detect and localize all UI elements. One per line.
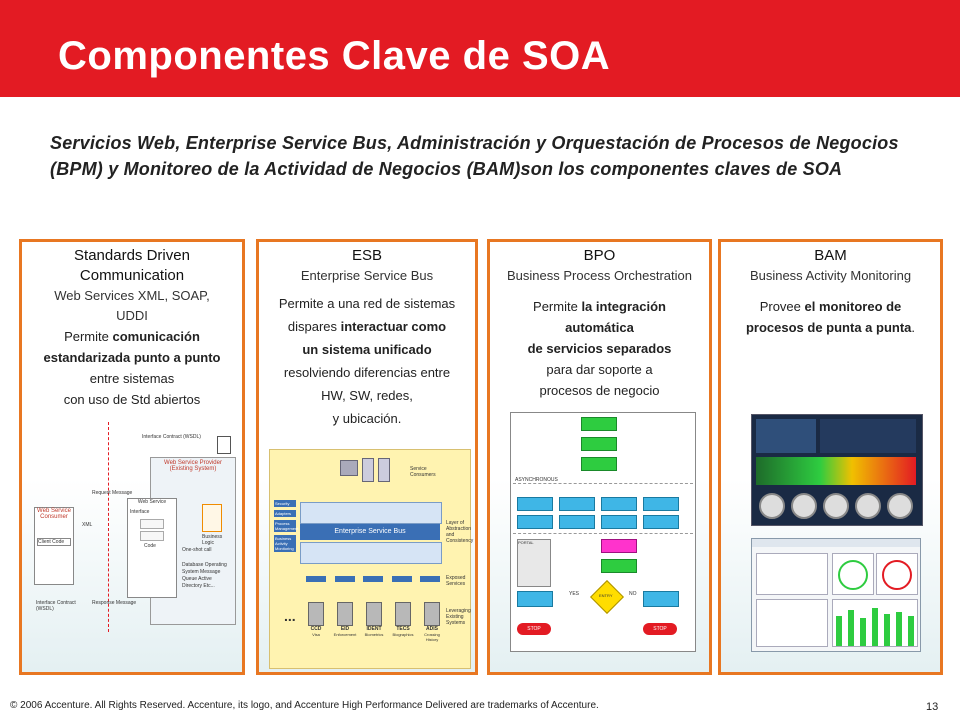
panel-desc-line3: de servicios separados: [527, 341, 672, 356]
portal-box: PORTAL: [517, 539, 551, 587]
services-row: [306, 576, 440, 586]
footer-copyright: © 2006 Accenture. All Rights Reserved. Accenture, its logo, and Accenture High Performance Delivered are trademarks of Accenture.: [10, 700, 599, 711]
db-list: Database Operating System Message Queue Active Directory Etc...: [182, 562, 227, 589]
exposed-label: Exposed Services: [446, 575, 466, 587]
consumer-box: Web Service Consumer Client Code: [34, 507, 74, 585]
panel-desc-line1: Permite la integración: [533, 299, 666, 314]
one-shot-label: One-shot call: [182, 547, 212, 553]
panel-desc-line3: un sistema unificado: [302, 342, 432, 357]
provider-box: Web Service Provider (Existing System): [150, 457, 236, 625]
yes-label: YES: [569, 591, 580, 597]
panel-desc-line1: Permite a una red de sistemas: [278, 296, 456, 311]
lower-layer: [300, 542, 442, 564]
logic-icon: [202, 504, 222, 532]
panel-web-services: [19, 239, 245, 675]
panel-bam: [718, 239, 943, 675]
panel-title: BPO: [583, 247, 616, 264]
panel-subtitle-line1: Web Services XML, SOAP,: [54, 288, 210, 303]
document-icon: [217, 436, 231, 454]
panel-subtitle: Enterprise Service Bus: [300, 268, 434, 283]
request-label: Request Message: [92, 490, 133, 496]
panel-desc-line2: estandarizada punto a punto: [43, 350, 221, 365]
panel-title: ESB: [351, 247, 382, 264]
logic-label: Business Logic: [202, 534, 223, 546]
panel-subtitle: Business Process Orchestration: [507, 268, 692, 283]
ws-box: Web Service Interface Code: [127, 498, 177, 598]
panel-desc-line2: dispares interactuar como: [287, 319, 447, 334]
contract-label-bottom: Interface Contract (WSDL): [36, 600, 76, 612]
panel-desc-line4: con uso de Std abiertos: [63, 392, 201, 407]
bam-dashboard-light: [751, 538, 921, 652]
panel-subtitle-line2: UDDI: [116, 308, 148, 323]
page-title: Componentes Clave de SOA: [58, 34, 611, 78]
panel-desc-line6: y ubicación.: [332, 411, 402, 426]
panel-desc-line5: HW, SW, redes,: [321, 388, 413, 403]
contract-label-top: Interface Contract (WSDL): [142, 434, 201, 440]
panel-desc-line3: entre sistemas: [89, 371, 175, 386]
entry-label: ENTRY: [599, 593, 613, 598]
panel-desc-line4: resolviendo diferencias entre: [283, 365, 451, 380]
panel-desc-line2: procesos de punta a punta.: [745, 320, 916, 335]
xml-label: XML: [82, 522, 93, 528]
no-label: NO: [629, 591, 637, 597]
consumers-label: Service Consumers: [410, 466, 436, 478]
stop-right: STOP: [643, 623, 677, 635]
panel-desc-line1: Provee el monitoreo de: [759, 299, 902, 314]
web-services-diagram: [32, 422, 238, 632]
left-items: Security Adapters Process Management Business Activity Monitoring: [275, 501, 299, 551]
panel-desc-line1: Permite comunicación: [64, 329, 200, 344]
response-label: Response Message: [92, 600, 137, 606]
page-number: 13: [926, 701, 939, 713]
consumers-icons: [340, 458, 400, 484]
panel-esb: [256, 239, 478, 675]
bam-dashboard-dark: [751, 414, 923, 526]
panel-desc-line4: para dar soporte a: [546, 362, 653, 377]
legacy-label: Leveraging Existing Systems: [446, 608, 471, 626]
layer-label: Layer of Abstraction and Consistency: [446, 520, 474, 544]
panel-desc-line5: procesos de negocio: [539, 383, 660, 398]
stop-left: STOP: [517, 623, 551, 635]
ellipsis: ...: [284, 608, 296, 624]
servers-row: CCD Visa EID Enforcement IDENT Biometrics TECS Biographics ADIS Crossing History: [304, 602, 444, 642]
upper-layer: [300, 502, 442, 524]
async-label: ASYNCHRONOUS: [515, 477, 558, 483]
title-bar: [0, 0, 960, 97]
intro-text: Servicios Web, Enterprise Service Bus, Administración y Orquestación de Procesos de Negocios (BPM) y Monitoreo de la Actividad de Negocios (BAM)son los componentes claves de SOA: [50, 133, 899, 179]
panel-bpo: [487, 239, 712, 675]
panel-title-line2: Communication: [79, 267, 185, 284]
bus-bar: Enterprise Service Bus: [300, 524, 440, 540]
panel-desc-line2: automática: [565, 320, 634, 335]
bpo-flow-diagram: [510, 412, 696, 652]
panel-subtitle: Business Activity Monitoring: [749, 268, 912, 283]
panel-title-line1: Standards Driven: [74, 247, 190, 264]
esb-diagram: [269, 449, 474, 669]
panel-title: BAM: [814, 247, 847, 264]
